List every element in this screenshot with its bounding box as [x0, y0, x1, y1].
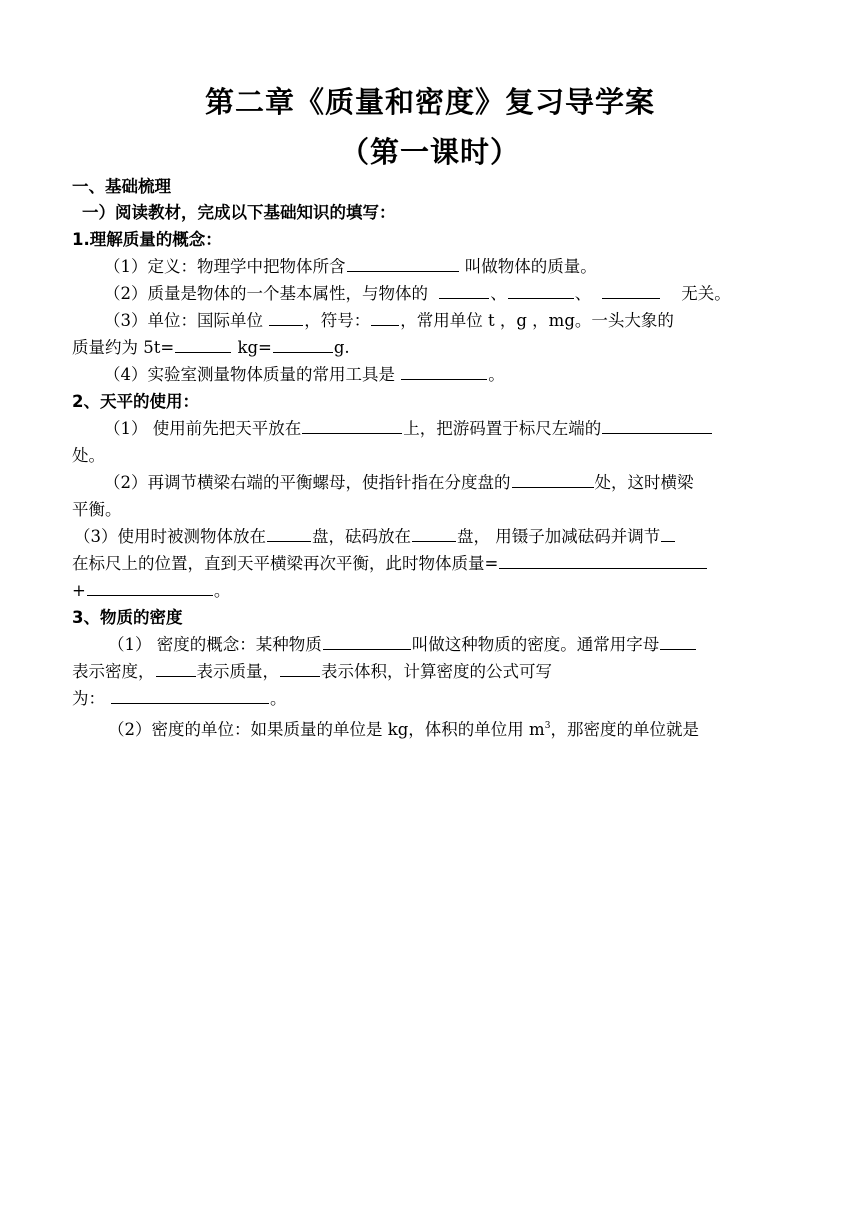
center-line-blank[interactable] [512, 472, 594, 488]
balance-step3-cont [72, 553, 708, 575]
common-units-text: ，常用单位 t ，g ，mg。一头大象的 [400, 311, 674, 330]
section-heading: 一、基础梳理 [72, 177, 171, 196]
surface-blank[interactable] [302, 418, 402, 434]
rider-reading-blank[interactable] [87, 580, 213, 596]
step2-text-end: 处，这时横梁 [594, 473, 694, 492]
sub-heading: 一）阅读教材，完成以下基础知识的填写： [82, 203, 396, 222]
density-unit-line [108, 715, 699, 741]
balance-step3-line [74, 526, 676, 548]
mass-equation-text: 在标尺上的位置，直到天平横梁再次平衡，此时物体质量= [72, 554, 499, 573]
attribute-text: （2）质量是物体的一个基本属性，与物体的 [104, 284, 428, 303]
tool-text: （4）实验室测量物体质量的常用工具是 [104, 365, 395, 384]
attribute-blank-2[interactable] [508, 283, 574, 299]
tool-text-end: 。 [488, 365, 505, 384]
density-def-text: （1） 密度的概念：某种物质 [108, 635, 322, 654]
density-def-text-mid: 叫做这种物质的密度。通常用字母 [411, 635, 660, 654]
period: 。 [270, 689, 287, 708]
density-symbol-text: 表示密度， [72, 662, 155, 681]
page-subtitle: （第一课时） [339, 135, 520, 169]
density-symbols-line [72, 661, 552, 683]
period: 。 [213, 581, 231, 600]
definition-text: （1）定义：物理学中把物体所含 [104, 257, 346, 276]
elephant-text: 质量约为 5t= [72, 338, 175, 357]
rider-blank[interactable] [661, 526, 675, 542]
volume-letter-blank[interactable] [280, 661, 320, 677]
definition-blank[interactable] [347, 256, 459, 272]
formula-blank[interactable] [111, 688, 269, 704]
attribute-line [104, 283, 731, 305]
rho-letter-blank[interactable] [660, 634, 696, 650]
tool-blank[interactable] [401, 364, 487, 380]
density-def-line [108, 634, 697, 656]
balance-step2-line [104, 472, 694, 494]
kg-text: kg= [237, 338, 272, 357]
step3-text-mid: 盘，砝码放在 [312, 527, 411, 546]
definition-text-end: 叫做物体的质量。 [464, 257, 597, 276]
symbol-text: ，符号： [304, 311, 371, 330]
balance-step1-line [104, 418, 713, 440]
density-def-blank[interactable] [323, 634, 411, 650]
weight-pan-blank[interactable] [412, 526, 456, 542]
tool-line [104, 364, 505, 386]
object-pan-blank[interactable] [267, 526, 311, 542]
zero-mark-blank[interactable] [602, 418, 712, 434]
balance-step2-cont: 平衡。 [72, 500, 122, 519]
cubic-superscript: 3 [544, 721, 551, 731]
unit-text: （3）单位：国际单位 [104, 311, 263, 330]
mass-symbol-text: 表示质量， [196, 662, 279, 681]
definition-line [104, 256, 597, 278]
balance-step3-cont2 [72, 580, 230, 602]
step3-text-end: 盘， 用镊子加减砝码并调节 [457, 527, 661, 546]
attribute-blank-1[interactable] [439, 283, 489, 299]
topic1-heading: 1.理解质量的概念： [72, 230, 222, 249]
page-title: 第二章《质量和密度》复习导学案 [204, 85, 655, 119]
weights-total-blank[interactable] [499, 553, 707, 569]
formula-text: 表示体积，计算密度的公式可写 [321, 662, 552, 681]
separator: 、 [490, 284, 507, 303]
plus-sign: + [72, 581, 86, 600]
step2-text: （2）再调节横梁右端的平衡螺母，使指针指在分度盘的 [104, 473, 511, 492]
unit-line [104, 310, 674, 332]
mass-letter-blank[interactable] [156, 661, 196, 677]
topic2-heading: 2、天平的使用： [72, 392, 199, 411]
g-text: g. [333, 338, 350, 357]
kg-blank[interactable] [175, 337, 231, 353]
step1-text: （1） 使用前先把天平放在 [104, 419, 302, 438]
density-unit-text: （2）密度的单位：如果质量的单位是 kg，体积的单位用 m [108, 720, 545, 739]
step3-text: （3）使用时被测物体放在 [74, 527, 266, 546]
attribute-text-end: 无关。 [681, 284, 731, 303]
symbol-blank[interactable] [371, 310, 399, 326]
step1-text-mid: 上，把游码置于标尺左端的 [403, 419, 602, 438]
formula-line [72, 688, 287, 710]
si-unit-blank[interactable] [269, 310, 303, 326]
density-unit-text-end: ，那密度的单位就是 [550, 720, 699, 739]
g-blank[interactable] [273, 337, 333, 353]
formula-label: 为： [72, 689, 105, 708]
balance-step1-cont: 处。 [72, 446, 105, 465]
attribute-blank-3[interactable] [602, 283, 660, 299]
topic3-heading: 3、物质的密度 [72, 608, 183, 627]
separator: 、 [574, 284, 592, 303]
elephant-mass-line [72, 337, 350, 359]
